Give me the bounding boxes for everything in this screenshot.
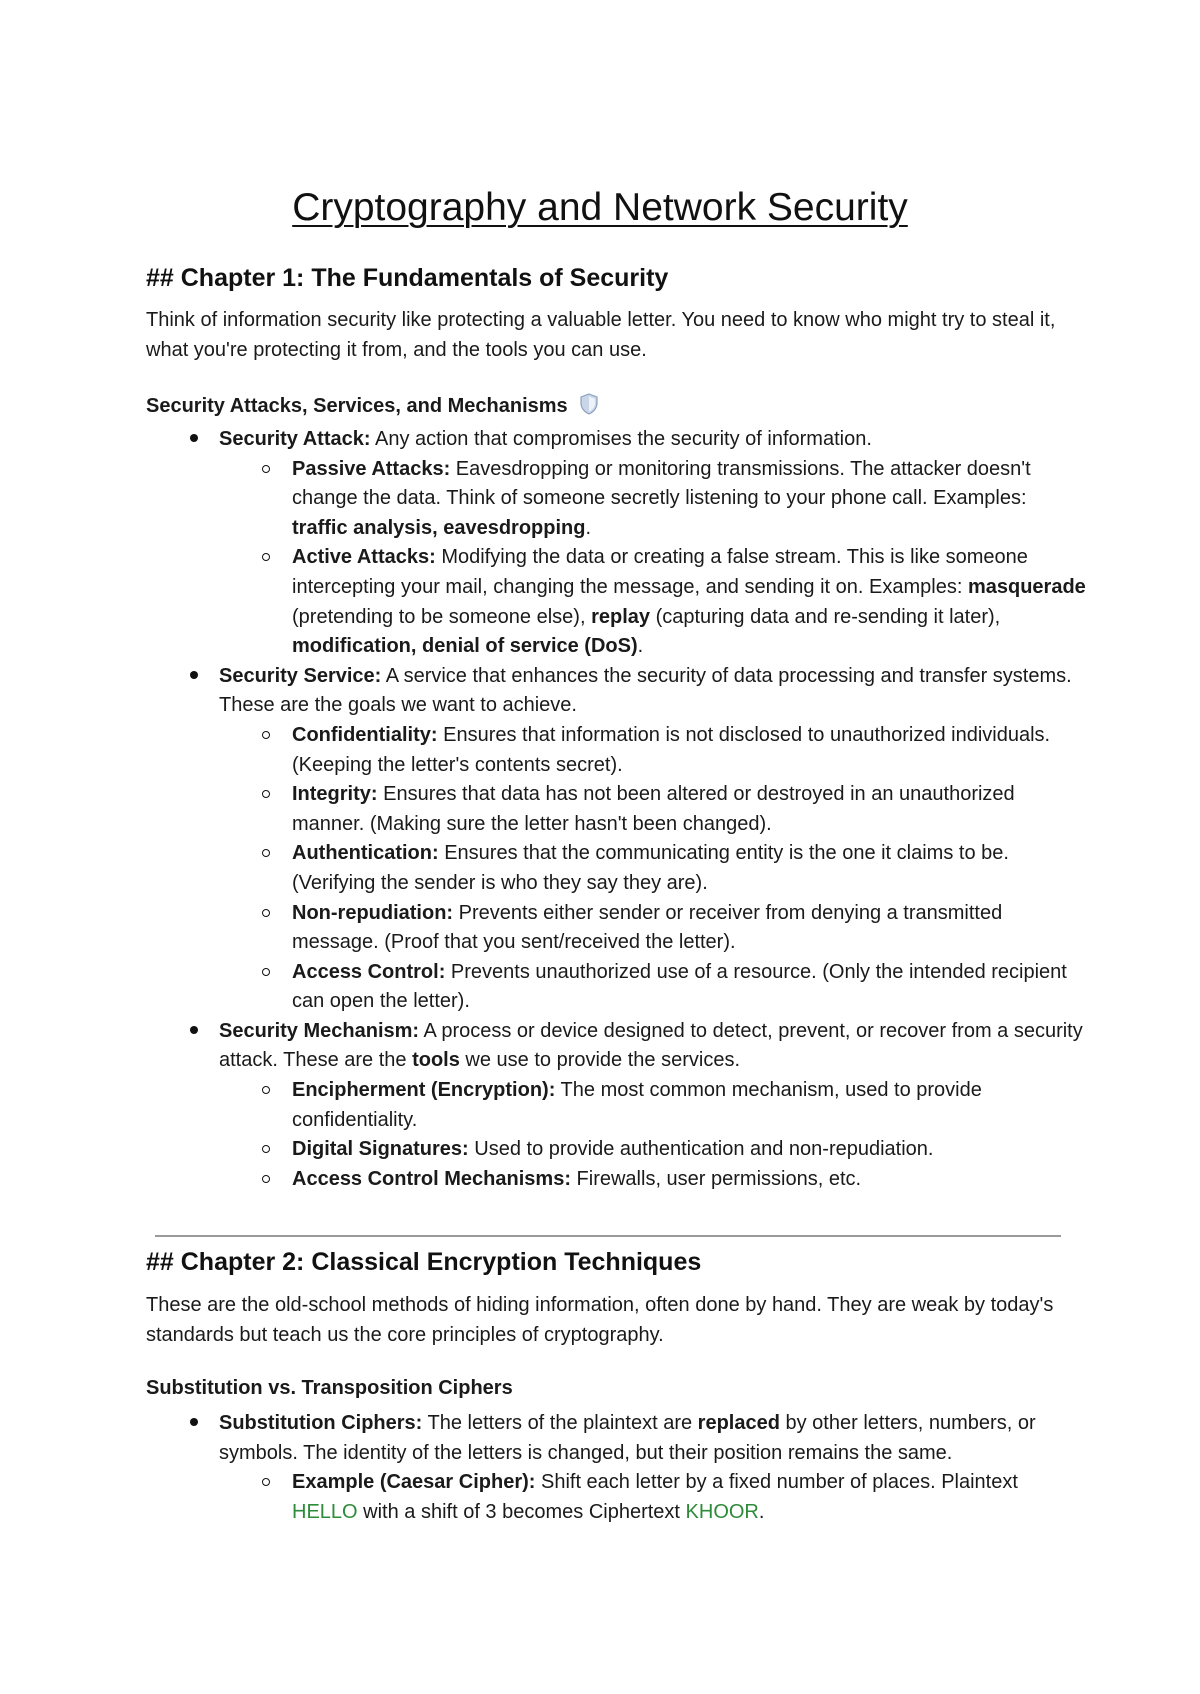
separator: , bbox=[410, 635, 423, 658]
term: Confidentiality: bbox=[292, 723, 438, 746]
term: Digital Signatures: bbox=[292, 1138, 469, 1161]
chapter-2-subheading: Substitution vs. Transposition Ciphers bbox=[146, 1377, 513, 1399]
bullet-circle-icon bbox=[262, 909, 270, 917]
term: Non-repudiation: bbox=[292, 901, 454, 924]
list-item-encipherment bbox=[219, 1076, 1086, 1135]
description: Eavesdropping or monitoring transmissions. The attacker doesn't change the data. Think of someone secretly listening to your phone call. Examples: bbox=[292, 457, 1031, 510]
description: The most common mechanism, used to provide confidentiality. bbox=[292, 1079, 982, 1131]
attack-sublist bbox=[219, 455, 1086, 662]
bullet-disc-icon bbox=[190, 434, 198, 442]
term: Substitution Ciphers: bbox=[219, 1412, 423, 1434]
list-item-security-mechanism bbox=[146, 1017, 1086, 1195]
bullet-circle-icon bbox=[262, 849, 270, 857]
description: by other letters, numbers, or symbols. The identity of the letters is changed, but their position remains the same. bbox=[219, 1412, 1036, 1464]
example: replay bbox=[591, 605, 651, 628]
list-item-authentication bbox=[219, 839, 1086, 898]
list-item-access-control-mechanisms bbox=[219, 1165, 1086, 1195]
list-item-non-repudiation bbox=[219, 899, 1086, 958]
term: Authentication: bbox=[292, 842, 439, 865]
bullet-circle-icon bbox=[262, 1086, 270, 1094]
description: Firewalls, user permissions, etc. bbox=[570, 1167, 862, 1190]
description: with a shift of 3 becomes Ciphertext bbox=[357, 1500, 686, 1523]
emphasis: tools bbox=[412, 1049, 460, 1072]
term: Active Attacks: bbox=[292, 546, 436, 569]
term: Access Control Mechanisms: bbox=[292, 1167, 571, 1190]
example-note: (capturing data and re-sending it later), bbox=[650, 605, 1001, 628]
list-item-substitution-ciphers bbox=[146, 1409, 1086, 1527]
list-item-digital-signatures bbox=[219, 1135, 1086, 1165]
emphasis: replaced bbox=[697, 1412, 780, 1434]
chapter-2-list bbox=[146, 1409, 1086, 1527]
bullet-circle-icon bbox=[262, 790, 270, 798]
chapter-1-subheading bbox=[146, 393, 599, 421]
chapter-2-heading: ## Chapter 2: Classical Encryption Techniques bbox=[146, 1248, 702, 1276]
bullet-disc-icon bbox=[190, 1418, 198, 1426]
list-item-caesar-example bbox=[219, 1468, 1086, 1527]
description: Used to provide authentication and non-repudiation. bbox=[468, 1138, 934, 1161]
term: Passive Attacks: bbox=[292, 457, 451, 480]
list-item-access-control bbox=[219, 958, 1086, 1017]
mechanism-sublist bbox=[219, 1076, 1086, 1194]
description: A process or device designed to detect, prevent, or recover from a security attack. These are the bbox=[219, 1019, 1083, 1072]
shield-icon bbox=[579, 393, 599, 421]
subheading-text: Security Attacks, Services, and Mechanisms bbox=[146, 395, 568, 417]
description: Ensures that information is not disclosed to unauthorized individuals. (Keeping the letter's contents secret). bbox=[292, 723, 1051, 776]
chapter-1-list bbox=[146, 425, 1086, 1194]
chapter-2-intro: These are the old-school methods of hiding information, often done by hand. They are weak by today's standards but teach us the core principles of cryptography. bbox=[146, 1294, 1054, 1346]
example-note: (pretending to be someone else), bbox=[292, 605, 592, 628]
bullet-circle-icon bbox=[262, 731, 270, 739]
page-title: Cryptography and Network Security bbox=[292, 186, 908, 229]
bullet-circle-icon bbox=[262, 1175, 270, 1183]
description: Shift each letter by a fixed number of places. Plaintext bbox=[535, 1471, 1018, 1494]
example: modification bbox=[292, 635, 411, 658]
example: traffic analysis bbox=[292, 516, 433, 539]
bullet-circle-icon bbox=[262, 968, 270, 976]
list-item-security-attack bbox=[146, 425, 1086, 662]
substitution-sublist bbox=[219, 1468, 1086, 1527]
term: Access Control: bbox=[292, 960, 446, 983]
list-item-security-service bbox=[146, 662, 1086, 1017]
end-mark: . bbox=[637, 635, 644, 658]
description: Any action that compromises the security of information. bbox=[370, 428, 872, 450]
term: Security Attack: bbox=[219, 428, 371, 450]
separator: , bbox=[432, 516, 444, 539]
chapter-1-heading: ## Chapter 1: The Fundamentals of Security bbox=[146, 264, 669, 292]
bullet-circle-icon bbox=[262, 465, 270, 473]
example: masquerade bbox=[967, 575, 1086, 598]
example: eavesdropping bbox=[443, 516, 586, 539]
ciphertext-value: KHOOR bbox=[685, 1500, 759, 1523]
bullet-disc-icon bbox=[190, 671, 198, 679]
description: Ensures that the communicating entity is the one it claims to be. (Verifying the sender is who they say they are). bbox=[292, 842, 1009, 894]
description: Modifying the data or creating a false stream. This is like someone intercepting your mail, changing the message, and sending it on. Examples: bbox=[292, 546, 1028, 598]
term: Example (Caesar Cipher): bbox=[292, 1471, 536, 1494]
service-sublist bbox=[219, 721, 1086, 1017]
bullet-circle-icon bbox=[262, 1478, 270, 1486]
description: we use to provide the services. bbox=[459, 1049, 740, 1072]
example: denial of service (DoS) bbox=[422, 635, 638, 658]
description: The letters of the plaintext are bbox=[422, 1412, 698, 1434]
list-item-integrity bbox=[219, 780, 1086, 839]
description: Prevents unauthorized use of a resource. (Only the intended recipient can open the letter). bbox=[292, 960, 1067, 1013]
end-mark: . bbox=[585, 516, 592, 539]
term: Encipherment (Encryption): bbox=[292, 1079, 556, 1102]
list-item-confidentiality bbox=[219, 721, 1086, 780]
description: Ensures that data has not been altered or destroyed in an unauthorized manner. (Making sure the letter hasn't been changed). bbox=[292, 783, 1015, 835]
list-item-active-attacks bbox=[219, 543, 1086, 661]
plaintext-value: HELLO bbox=[292, 1500, 358, 1523]
description: A service that enhances the security of data processing and transfer systems. These are the goals we want to achieve. bbox=[219, 664, 1072, 717]
list-item-passive-attacks bbox=[219, 455, 1086, 544]
end-mark: . bbox=[758, 1500, 765, 1523]
chapter-1-intro: Think of information security like protecting a valuable letter. You need to know who might try to steal it, what you're protecting it from, and the tools you can use. bbox=[146, 309, 1056, 361]
horizontal-rule bbox=[155, 1235, 1061, 1237]
description: Prevents either sender or receiver from denying a transmitted message. (Proof that you sent/received the letter). bbox=[292, 901, 1003, 954]
bullet-circle-icon bbox=[262, 1145, 270, 1153]
term: Security Service: bbox=[219, 664, 382, 687]
term: Integrity: bbox=[292, 783, 378, 806]
term: Security Mechanism: bbox=[219, 1019, 420, 1042]
bullet-circle-icon bbox=[262, 553, 270, 561]
bullet-disc-icon bbox=[190, 1026, 198, 1034]
